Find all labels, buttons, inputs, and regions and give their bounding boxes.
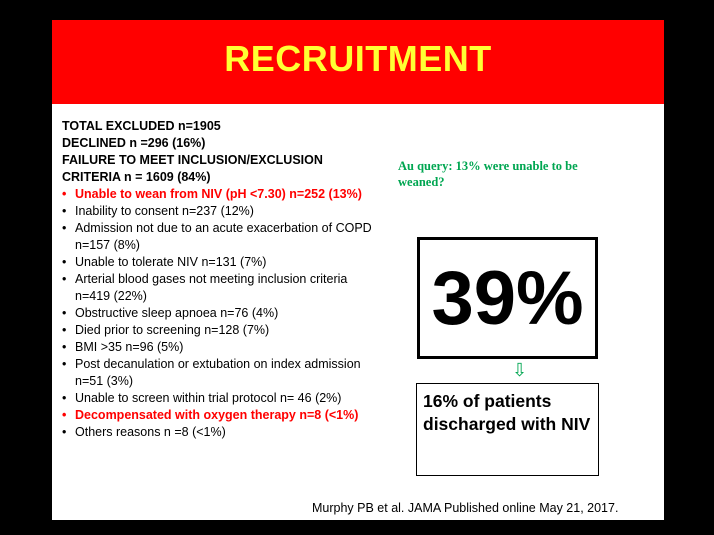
big-number-box (417, 237, 598, 359)
exclusion-summary (62, 118, 382, 441)
list-item: • Obstructive sleep apnoea n=76 (4%) (62, 305, 382, 322)
list-item: • BMI >35 n=96 (5%) (62, 339, 382, 356)
failure-criteria: FAILURE TO MEET INCLUSION/EXCLUSION CRITERIA n = 1609 (84%) (62, 153, 323, 184)
list-item: • Unable to tolerate NIV n=131 (7%) (62, 254, 382, 271)
slide (52, 20, 664, 520)
discharge-box: 16% of patients discharged with NIV (416, 383, 599, 476)
list-item: • Others reasons n =8 (<1%) (62, 424, 382, 441)
list-item: • Died prior to screening n=128 (7%) (62, 322, 382, 339)
declined: DECLINED n =296 (16%) (62, 136, 206, 150)
slide-title: RECRUITMENT (224, 38, 492, 79)
down-arrow-icon: ⇩ (512, 360, 528, 380)
list-item: • Inability to consent n=237 (12%) (62, 203, 382, 220)
exclusion-reasons-list (62, 186, 382, 441)
list-item: • Admission not due to an acute exacerbation of COPD n=157 (8%) (62, 220, 382, 254)
list-item: • Unable to screen within trial protocol n= 46 (2%) (62, 390, 382, 407)
list-item: • Unable to wean from NIV (pH <7.30) n=252 (13%) (62, 186, 382, 203)
author-query: Au query: 13% were unable to be weaned? (398, 159, 578, 189)
list-item: • Decompensated with oxygen therapy n=8 (<1%) (62, 407, 382, 424)
citation: Murphy PB et al. JAMA Published online May 21, 2017. (312, 501, 619, 515)
big-number: 39% (431, 255, 584, 341)
list-item: • Post decanulation or extubation on index admission n=51 (3%) (62, 356, 382, 390)
list-item: • Arterial blood gases not meeting inclusion criteria n=419 (22%) (62, 271, 382, 305)
title-banner (52, 20, 664, 104)
total-excluded: TOTAL EXCLUDED n=1905 (62, 119, 221, 133)
